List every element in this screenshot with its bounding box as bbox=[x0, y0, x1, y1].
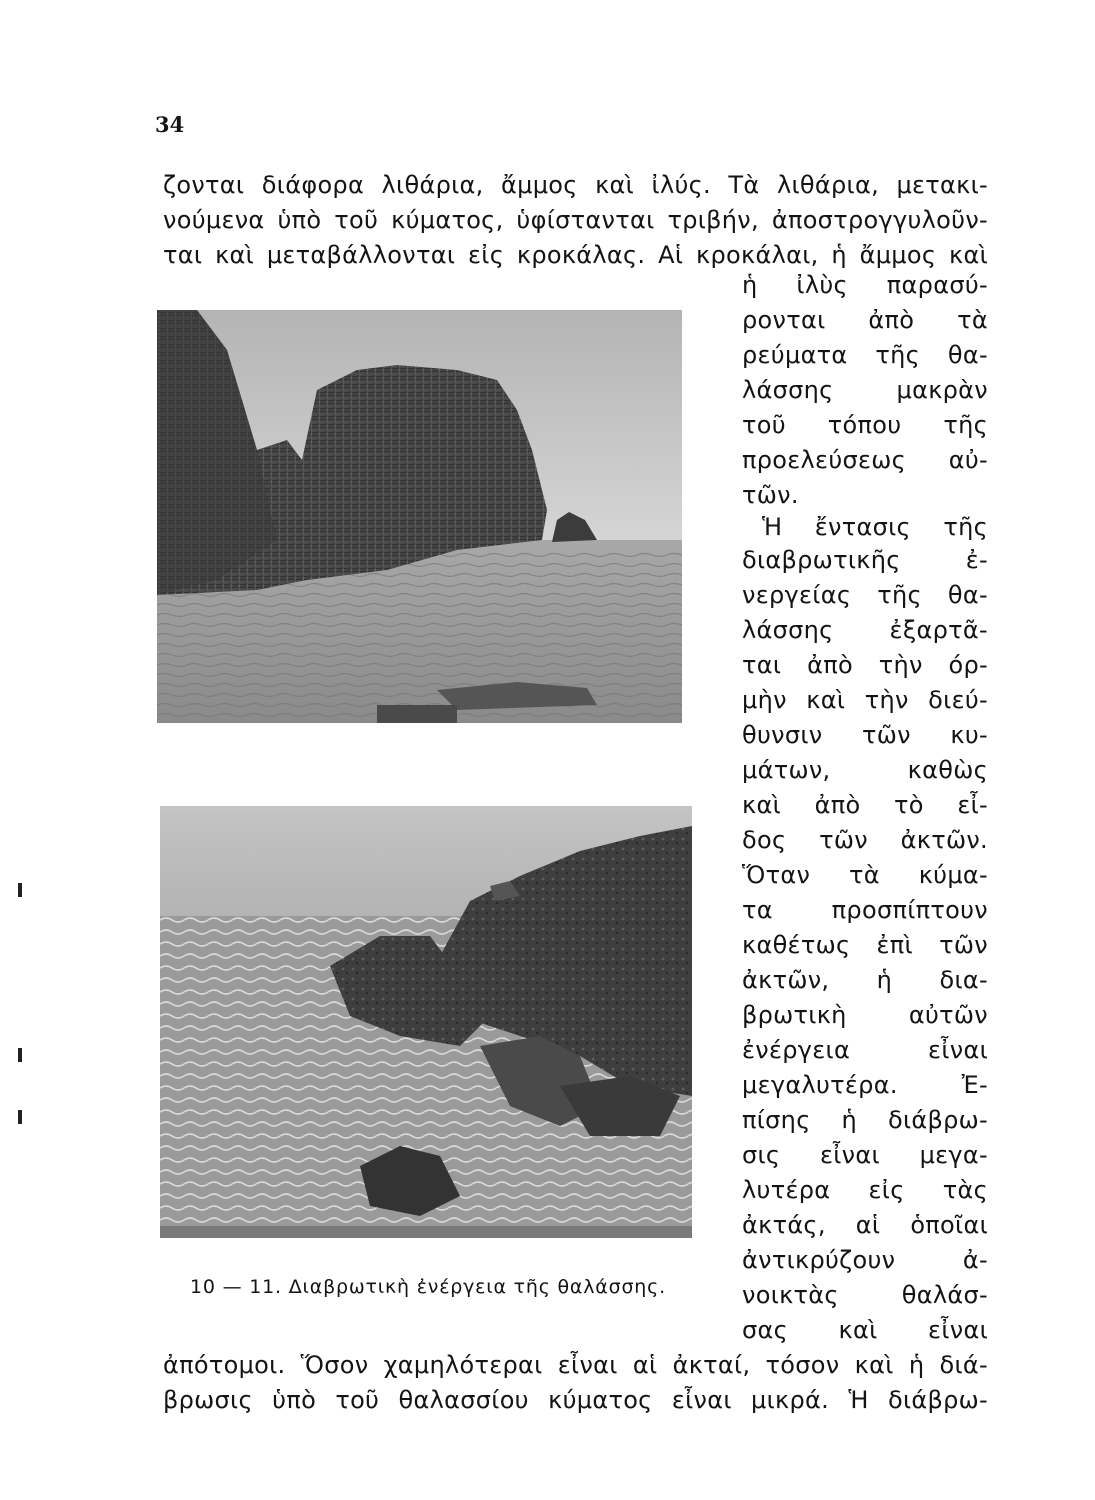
closing-line: ἀπότομοι. Ὅσον χαμηλότεραι εἶναι αἱ ἀκταί, τόσον καὶ ἡ διά- bbox=[163, 1351, 988, 1379]
column-line: ἀντικρύζουν ἀ- bbox=[742, 1246, 988, 1274]
column-line: σας καὶ εἶναι bbox=[742, 1316, 988, 1344]
column-line: ρονται ἀπὸ τὰ bbox=[742, 306, 988, 334]
margin-mark bbox=[18, 1110, 22, 1124]
column-line: θυνσιν τῶν κυ- bbox=[742, 721, 988, 749]
column-line: ἡ ἰλὺς παρασύ- bbox=[742, 271, 988, 299]
cliff-photo-drawing bbox=[157, 310, 682, 723]
intro-line: νούμενα ὑπὸ τοῦ κύματος, ὑφίστανται τριβήν, ἀποστρογγυλοῦν- bbox=[163, 206, 988, 234]
intro-line: ται καὶ μεταβάλλονται εἰς κροκάλας. Αἱ κροκάλαι, ἡ ἄμμος καὶ bbox=[163, 241, 988, 269]
column-line: προελεύσεως αὐ- bbox=[742, 446, 988, 474]
column-line: ἀκτάς, αἱ ὁποῖαι bbox=[742, 1211, 988, 1239]
column-line: ἐνέργεια εἶναι bbox=[742, 1036, 988, 1064]
closing-line: βρωσις ὑπὸ τοῦ θαλασσίου κύματος εἶναι μικρά. Ἡ διάβρω- bbox=[163, 1386, 988, 1414]
margin-mark bbox=[18, 883, 22, 897]
column-line: Ἡ ἔντασις τῆς bbox=[762, 513, 988, 541]
column-line: τῶν. bbox=[742, 481, 799, 509]
column-line: μεγαλυτέρα. Ἐ- bbox=[742, 1071, 988, 1099]
column-line: δος τῶν ἀκτῶν. bbox=[742, 826, 988, 854]
column-line: λάσσης ἐξαρτᾶ- bbox=[742, 616, 988, 644]
column-line: πίσης ἡ διάβρω- bbox=[742, 1106, 988, 1134]
column-line: μάτων, καθὼς bbox=[742, 756, 988, 784]
column-line: ρεύματα τῆς θα- bbox=[742, 341, 988, 369]
column-line: μὴν καὶ τὴν διεύ- bbox=[742, 686, 988, 714]
cliff-photo bbox=[157, 310, 682, 723]
intro-line: ζονται διάφορα λιθάρια, ἄμμος καὶ ἰλύς. Τὰ λιθάρια, μετακι- bbox=[163, 171, 988, 199]
column-line: Ὅταν τὰ κύμα- bbox=[742, 861, 988, 889]
column-line: λάσσης μακρὰν bbox=[742, 376, 988, 404]
column-line: τοῦ τόπου τῆς bbox=[742, 411, 988, 439]
coast-photo-drawing bbox=[160, 806, 692, 1238]
coast-photo bbox=[160, 806, 692, 1238]
page-number: 34 bbox=[155, 112, 185, 137]
column-line: τα προσπίπτουν bbox=[742, 896, 988, 924]
column-line: ται ἀπὸ τὴν όρ- bbox=[742, 651, 988, 679]
column-line: καθέτως ἐπὶ τῶν bbox=[742, 931, 988, 959]
column-line: λυτέρα εἰς τὰς bbox=[742, 1176, 988, 1204]
column-line: νεργείας τῆς θα- bbox=[742, 581, 988, 609]
column-line: νοικτὰς θαλάσ- bbox=[742, 1281, 988, 1309]
column-line: σις εἶναι μεγα- bbox=[742, 1141, 988, 1169]
column-line: ἀκτῶν, ἡ δια- bbox=[742, 966, 988, 994]
margin-mark bbox=[18, 1048, 22, 1062]
column-line: καὶ ἀπὸ τὸ εἶ- bbox=[742, 791, 988, 819]
column-line: βρωτικὴ αὐτῶν bbox=[742, 1001, 988, 1029]
column-line: διαβρωτικῆς ἐ- bbox=[742, 546, 988, 574]
figure-caption: 10 — 11. Διαβρωτικὴ ἐνέργεια τῆς θαλάσσης. bbox=[190, 1276, 666, 1298]
